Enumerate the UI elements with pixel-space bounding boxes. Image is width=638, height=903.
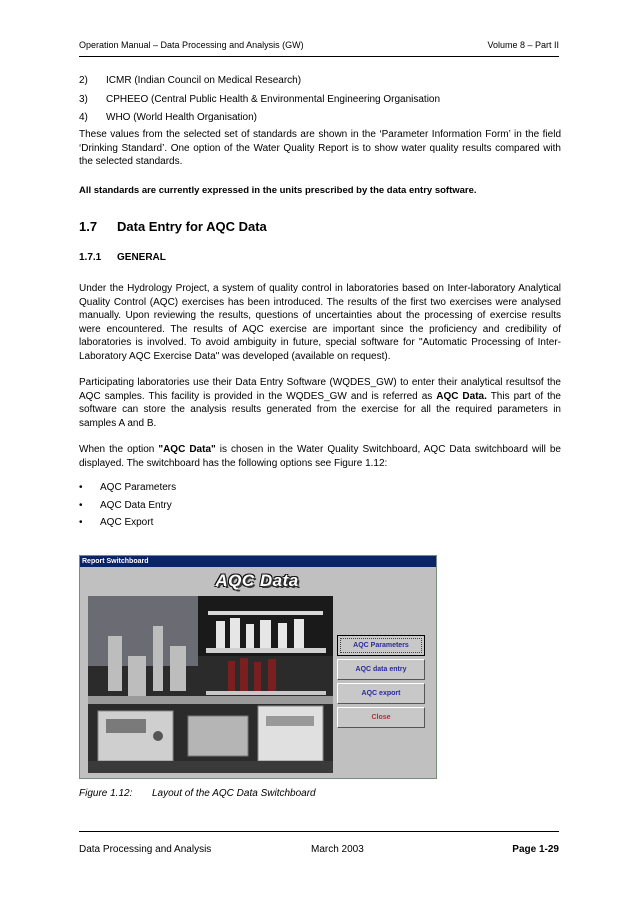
subsection-heading: 1.7.1 GENERAL [79,252,166,263]
header-right: Volume 8 – Part II [487,40,559,50]
page-header [79,40,559,50]
paragraph-participating: Participating laboratories use their Data Entry Software (WQDES_GW) to enter their analytical resultsof the AQC samples. This facility is provided in the WQDES_GW and is referred as AQC Data. This part of the software can store the analysis results generated from the exercise for all the required parameters in samples A and B. [79,377,561,429]
paragraph-standards: These values from the selected set of standards are shown in the ‘Parameter Information Form’ in the field ‘Drinking Standard’. One option of the Water Quality Report is to show water quality results compared with the selected standards. [79,129,561,167]
footer-rule [79,831,559,832]
window-title-bar: Report Switchboard [80,556,436,567]
paragraph-units-note: All standards are currently expressed in the units prescribed by the data entry software. [79,185,477,196]
paragraph-general: Under the Hydrology Project, a system of quality control in laboratories based on Inter-laboratory Analytical Quality Control (AQC) exercises has been introduced. The results of the first two exercises were analysed manually. Upon reviewing the results, questions of uncertainties about the processing of exercise results were encountered. The results of AQC exercise are important since the proficiency and credibility of laboratories is involved. To avoid ambiguity in future, special software for "Automatic Processing of Inter-Laboratory AQC Exercise Data" was developed (available on request). [79,283,561,362]
figure-caption: Figure 1.12: Layout of the AQC Data Switchboard [79,788,316,799]
aqc-switchboard-figure [79,555,437,779]
footer-page-number: Page 1-29 [512,844,559,855]
document-page: Operation Manual – Data Processing and Analysis (GW) Volume 8 – Part II 2) ICMR (Indian Council on Medical Research) 3) CPHEEO (Central Public Health & Environmental Engineering Organisation 4) WHO (World Health Organisation) These values from the selected set of standards are shown in the ‘Parameter Information Form’ in the field ‘Drinking Standard’. One option of the Water Quality Report is to show water quality results compared with the selected standards. All standards are currently expressed in the units prescribed by the data entry software. 1.7 Data Entry for AQC Data 1.7.1 GENERAL Under the Hydrology Project, a system of quality control in laboratories based on Inter-laboratory Analytical Quality Control (AQC) exercises has been introduced. The results of the first two exercises were analysed manually. Upon reviewing the results, questions of uncertainties about the processing of exercise results were encountered. The results of AQC exercise are important since the proficiency and credibility of laboratories is involved. To avoid ambiguity in future, special software for "Automatic Processing of Inter-Laboratory AQC Exercise Data" was developed (available on request). Participating laboratories use their Data Entry Software (WQDES_GW) to enter their analytical resultsof the AQC samples. This facility is provided in the WQDES_GW and is referred as AQC Data. This part of the software can store the analysis results generated from the exercise for all the required parameters in samples A and B. When the option "AQC Data" is chosen in the Water Quality Switchboard, AQC Data switchboard will be displayed. The switchboard has the following options see Figure 1.12: • AQC Parameters • AQC Data Entry • AQC Export Report Switchboard AQC Data AQC Parameters AQC data entry AQC export Close Figure 1.12: Layout of the AQC Data Switchboard Data Processing and Analysis March 2003 Page 1-29 [79,40,561,855]
header-rule [79,56,559,57]
switchboard-banner: AQC Data [215,571,299,590]
aqc-data-entry-button[interactable]: AQC data entry [337,659,425,680]
footer-left: Data Processing and Analysis [79,844,212,855]
laboratory-photo [88,596,333,773]
paragraph-option: When the option "AQC Data" is chosen in the Water Quality Switchboard, AQC Data switchboard will be displayed. The switchboard has the following options see Figure 1.12: [79,444,561,469]
footer-date: March 2003 [311,844,364,855]
close-button[interactable]: Close [337,707,425,728]
header-left: Operation Manual – Data Processing and Analysis (GW) [79,40,304,50]
switchboard-buttons [337,635,425,731]
section-heading: 1.7 Data Entry for AQC Data [79,219,267,234]
aqc-export-button[interactable]: AQC export [337,683,425,704]
aqc-parameters-button[interactable]: AQC Parameters [337,635,425,656]
